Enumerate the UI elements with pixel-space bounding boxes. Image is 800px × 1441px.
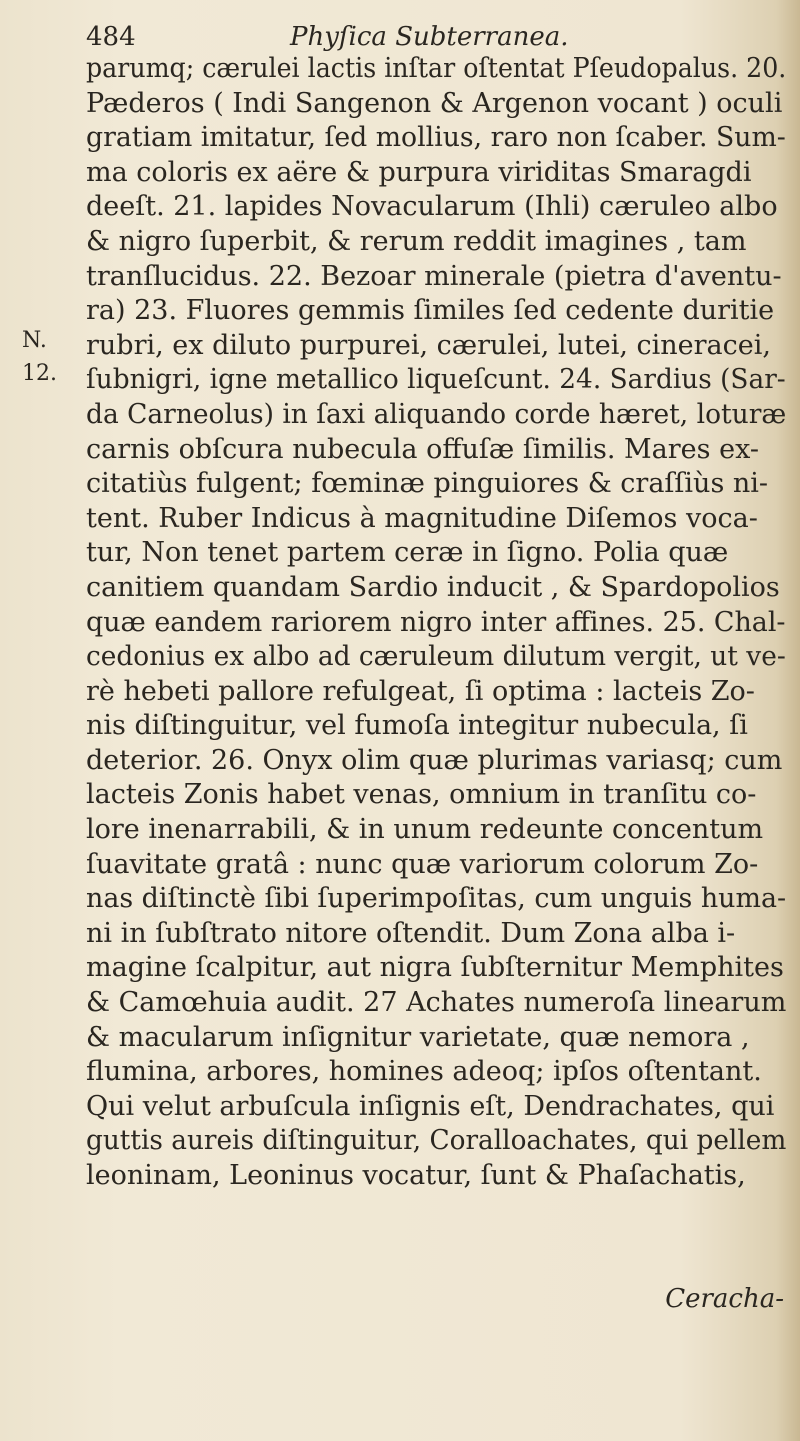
text-line: quæ eandem rariorem nigro inter affines. 25. Chal-: [86, 606, 786, 638]
text-line: & nigro ſuperbit, & rerum reddit imagines , tam: [86, 225, 747, 257]
text-line: ma coloris ex aëre & purpura viriditas Smaragdi: [86, 156, 752, 188]
text-line: ra) 23. Fluores gemmis ſimiles ſed cedente duritie: [86, 295, 775, 327]
running-title: Phyſica Subterranea.: [290, 22, 569, 52]
text-line: da Carneolus) in ſaxi aliquando corde hæret, loturæ: [86, 398, 787, 430]
text-line: deeſt. 21. lapides Novacularum (Ihli) cæruleo albo: [86, 191, 778, 223]
text-line: lacteis Zonis habet venas, omnium in tranſitu co-: [86, 779, 757, 811]
text-line: Pæderos ( Indi Sangenon & Argenon vocant ) oculi: [86, 87, 783, 119]
text-line: flumina, arbores, homines adeoq; ipſos oſtentant.: [86, 1056, 762, 1088]
text-line: magine ſcalpitur, aut nigra ſubſternitur Memphites: [86, 952, 784, 984]
text-line: ſuavitate gratâ : nunc quæ variorum colorum Zo-: [86, 848, 759, 880]
text-line: citatiùs fulgent; fœminæ pinguiores & craſſiùs ni-: [86, 468, 769, 500]
text-line: leoninam, Leoninus vocatur, ſunt & Phaſachatis,: [86, 1160, 746, 1191]
text-line: nis diſtinguitur, vel fumoſa integitur nubecula, ſi: [86, 710, 748, 742]
margin-note-number: 12.: [22, 361, 57, 386]
text-line: Qui velut arbuſcula inſignis eſt, Dendrachates, qui: [86, 1090, 775, 1122]
text-line: carnis obſcura nubecula offuſæ ſimilis. Mares ex-: [86, 433, 759, 465]
text-line: cedonius ex albo ad cæruleum dilutum vergit, ut ve-: [86, 641, 786, 673]
text-line: guttis aureis diſtinguitur, Coralloachates, qui pellem: [86, 1125, 787, 1157]
text-line: canitiem quandam Sardio inducit , & Spardopolios: [86, 571, 780, 603]
text-line: lore inenarrabili, & in unum redeunte concentum: [86, 814, 764, 846]
text-line: rè hebeti pallore refulgeat, ſi optima : lacteis Zo-: [86, 675, 755, 707]
page-number: 484: [86, 22, 136, 52]
text-line: gratiam imitatur, ſed mollius, raro non ſcaber. Sum-: [86, 122, 786, 154]
text-line: deterior. 26. Onyx olim quæ plurimas variasq; cum: [86, 744, 783, 776]
text-line: & Camœhuia audit. 27 Achates numeroſa linearum: [86, 987, 787, 1019]
text-line: ni in ſubſtrato nitore oſtendit. Dum Zona alba i-: [86, 917, 736, 949]
text-line: tranſlucidus. 22. Bezoar minerale (pietra d'aventu-: [86, 260, 782, 292]
catchword: Ceracha-: [665, 1284, 784, 1314]
text-line: & macularum inſignitur varietate, quæ nemora ,: [86, 1021, 750, 1053]
text-line: ſubnigri, igne metallico liqueſcunt. 24. Sardius (Sar-: [86, 364, 786, 396]
text-line: parumq; cærulei lactis inſtar oſtentat Pſeudopalus. 20.: [86, 53, 787, 84]
text-line: tent. Ruber Indicus à magnitudine Diſemos voca-: [86, 502, 758, 534]
margin-note-letter: N.: [22, 328, 47, 353]
body-text: [86, 52, 786, 1194]
text-line: tur, Non tenet partem ceræ in ſigno. Polia quæ: [86, 537, 729, 569]
text-line: rubri, ex diluto purpurei, cærulei, lutei, cineracei,: [86, 329, 771, 361]
text-line: nas diſtinctè ſibi ſuperimpoſitas, cum unguis huma-: [86, 883, 787, 915]
